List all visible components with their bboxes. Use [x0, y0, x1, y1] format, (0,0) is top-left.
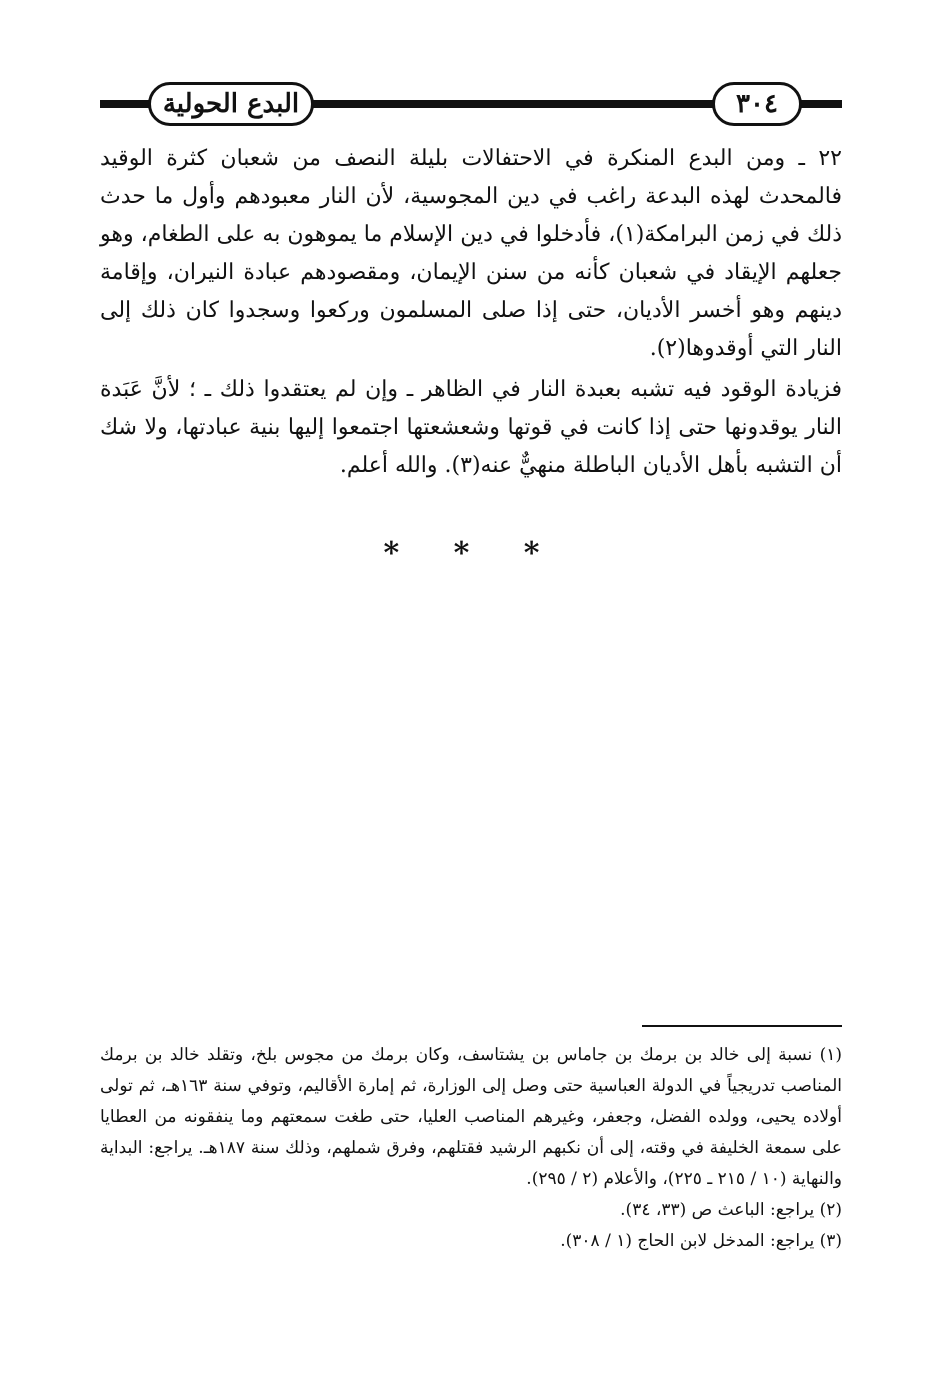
page-header — [100, 78, 842, 128]
footnotes — [100, 1040, 842, 1257]
running-title: البدع الحولية — [148, 82, 314, 126]
main-text — [100, 140, 842, 485]
footnote-3: (٣) يراجع: المدخل لابن الحاج (١ / ٣٠٨). — [560, 1231, 842, 1251]
paragraph-22: ٢٢ ـ ومن البدع المنكرة في الاحتفالات بليلة النصف من شعبان كثرة الوقيد فالمحدث لهذه البدعة راغب في دين المجوسية، لأن النار معبودهم وأول ما حدث ذلك في زمن البرامكة(١)، فأدخلوا في دين الإسلام ما يموهون به على الطغام، وهو جعلهم الإيقاد في شعبان كأنه من سنن الإيمان، ومقصودهم عبادة النيران، وإقامة دينهم وهو أخسر الأديان، حتى إذا صلى المسلمون وركعوا وسجدوا كان ذلك إلى النار التي أوقدوها(٢). — [100, 146, 843, 361]
footnote-1: (١) نسبة إلى خالد بن برمك بن جاماس بن يشتاسف، وكان برمك من مجوس بلخ، وتقلد خالد بن برمك المناصب تدريجياً في الدولة العباسية حتى وصل إلى الوزارة، ثم إمارة الأقاليم، وتوفي سنة ١٦٣هـ، ثم تولى أولاده يحيى، وولده الفضل، وجعفر، وغيرهم المناصب العليا، حتى طغت سمعتهم وما ينفقونه من العطايا على سمعة الخليفة في وقته، إلى أن نكبهم الرشيد فقتلهم، وفرق شملهم، وذلك سنة ١٨٧هـ. يراجع: البداية والنهاية (١٠ / ٢١٥ ـ ٢٢٥)، والأعلام (٢ / ٢٩٥). — [100, 1045, 842, 1189]
section-divider: * * * — [383, 536, 562, 571]
page-number: ٣٠٤ — [712, 82, 802, 126]
paragraph-continuation: فزيادة الوقود فيه تشبه بعبدة النار في الظاهر ـ وإن لم يعتقدوا ذلك ـ ؛ لأنَّ عَبَدة النار يوقدونها حتى إذا كانت في قوتها وشعشعتها اجتمعوا إليها بنية عبادتها، ولا شك أن التشبه بأهل الأديان الباطلة منهيٌّ عنه(٣). والله أعلم. — [100, 377, 842, 478]
footnote-separator — [642, 1025, 842, 1027]
footnote-2: (٢) يراجع: الباعث ص (٣٣، ٣٤). — [620, 1200, 842, 1220]
